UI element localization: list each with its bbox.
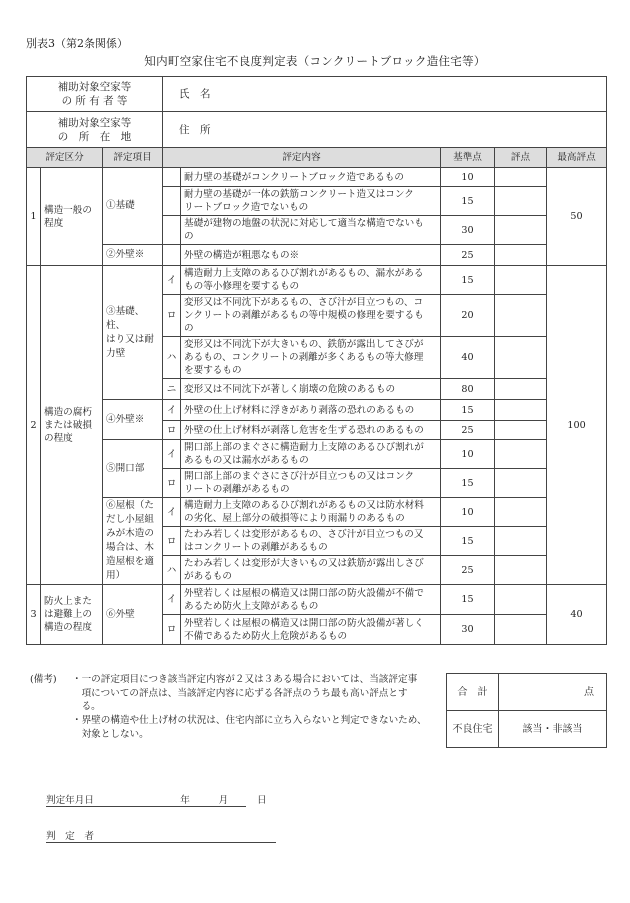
header-score: 評点 [495,148,547,168]
item-label: ⑥外壁 [103,585,163,645]
row-score-cell[interactable] [495,615,547,645]
row-score-cell[interactable] [495,216,547,245]
row-score-cell[interactable] [495,527,547,556]
row-score-cell[interactable] [495,498,547,527]
row-score-cell[interactable] [495,187,547,216]
row-base-points: 15 [441,266,495,295]
section-number: 3 [27,585,41,645]
row-content: 外壁の仕上げ材料に浮きがあり剥落の恐れのあるもの [181,400,441,421]
row-content: 外壁の仕上げ材料が剥落し危害を生ずる恐れのあるもの [181,421,441,440]
notes-label: (備考) [30,674,57,685]
row-mark: ハ [163,337,181,379]
row-content: 外壁の構造が粗悪なもの※ [181,245,441,266]
row-base-points: 20 [441,295,495,337]
row-base-points: 10 [441,168,495,187]
section-max-score: 50 [547,168,607,266]
row-content: 開口部上部のまぐさにさび汁が目立つもの又はコンク リートの剥離があるもの [181,469,441,498]
item-label: ①基礎 [103,168,163,245]
row-base-points: 15 [441,187,495,216]
item-label: ⑥屋根（た だし小屋組 みが木造の 場合は、木 造屋根を適 用） [103,498,163,585]
section-category: 防火上また は避難上の 構造の程度 [41,585,103,645]
header-content: 評定内容 [163,148,441,168]
section-number: 1 [27,168,41,266]
header-item: 評定項目 [103,148,163,168]
row-mark: ハ [163,556,181,585]
row-base-points: 10 [441,440,495,469]
row-score-cell[interactable] [495,440,547,469]
row-content: 耐力壁の基礎がコンクリートブロック造であるもの [181,168,441,187]
row-content: 変形又は不同沈下があるもの、さび汁が目立つもの、コ ンクリートの剥離があるもの等中規模の修理を要するも の [181,295,441,337]
defect-label: 不良住宅 [447,711,499,748]
row-base-points: 30 [441,216,495,245]
location-label: 補助対象空家等 の 所 在 地 [27,112,163,148]
row-base-points: 25 [441,421,495,440]
row-score-cell[interactable] [495,469,547,498]
row-base-points: 15 [441,527,495,556]
row-content: 構造耐力上支障のあるひび割れがあるもの、漏水がある もの等小修理を要するもの [181,266,441,295]
row-base-points: 80 [441,379,495,400]
row-base-points: 30 [441,615,495,645]
notes-item-2: ・界壁の構造や仕上げ材の状況は、住宅内部に立ち入らないと判定できないため、 対象としない。 [72,715,427,740]
row-score-cell[interactable] [495,245,547,266]
defect-value-field[interactable]: 該当・非該当 [499,711,607,748]
section-category: 構造一般の 程度 [41,168,103,266]
header-base-points: 基準点 [441,148,495,168]
row-score-cell[interactable] [495,556,547,585]
row-score-cell[interactable] [495,266,547,295]
row-score-cell[interactable] [495,400,547,421]
row-score-cell[interactable] [495,585,547,615]
summary-table [446,673,607,748]
row-mark: イ [163,498,181,527]
row-content: 構造耐力上支障のあるひび割れがあるもの又は防水材料 の劣化、屋上部分の破損等により雨漏りのあるもの [181,498,441,527]
row-content: 開口部上部のまぐさに構造耐力上支障のあるひび割れが あるもの又は漏水があるもの [181,440,441,469]
row-mark [163,216,181,245]
row-base-points: 25 [441,556,495,585]
row-score-cell[interactable] [495,421,547,440]
row-content: 変形又は不同沈下が著しく崩壊の危険のあるもの [181,379,441,400]
row-mark: ニ [163,379,181,400]
judgment-date-line[interactable]: 判定年月日 年 月 日 [46,792,246,807]
row-mark: イ [163,266,181,295]
total-label: 合 計 [447,674,499,711]
row-mark: イ [163,585,181,615]
row-score-cell[interactable] [495,337,547,379]
row-base-points: 15 [441,400,495,421]
row-base-points: 15 [441,585,495,615]
section-category: 構造の腐朽 または破損 の程度 [41,266,103,585]
row-mark: ロ [163,421,181,440]
item-label: ③基礎、柱、 はり又は耐 力壁 [103,266,163,400]
owner-name-field[interactable]: 氏 名 [163,77,607,112]
assessment-table [26,76,607,645]
section-number: 2 [27,266,41,585]
location-address-field[interactable]: 住 所 [163,112,607,148]
row-base-points: 15 [441,469,495,498]
row-base-points: 10 [441,498,495,527]
row-mark: ロ [163,615,181,645]
row-mark [163,168,181,187]
owner-label: 補助対象空家等 の 所 有 者 等 [27,77,163,112]
total-points-field[interactable]: 点 [499,674,607,711]
row-content: 基礎が建物の地盤の状況に対応して適当な構造でないも の [181,216,441,245]
row-mark: ロ [163,295,181,337]
row-content: 変形又は不同沈下が大きいもの、鉄筋が露出してさびが あるもの、コンクリートの剥離が多くあるもの等大修理 を要するもの [181,337,441,379]
section-max-score: 40 [547,585,607,645]
section-max-score: 100 [547,266,607,585]
header-max-score: 最高評点 [547,148,607,168]
item-label: ④外壁※ [103,400,163,440]
page-title: 知内町空家住宅不良度判定表（コンクリートブロック造住宅等） [144,54,486,68]
row-mark: ロ [163,469,181,498]
item-label: ②外壁※ [103,245,163,266]
row-content: 外壁若しくは屋根の構造又は開口部の防火設備が著しく 不備であるため防火上危険があるもの [181,615,441,645]
row-score-cell[interactable] [495,168,547,187]
row-mark: イ [163,440,181,469]
header-category: 評定区分 [27,148,103,168]
row-score-cell[interactable] [495,295,547,337]
notes-item-1: ・一の評定項目につき該当評定内容が２又は３ある場合においては、当該評定事 項についての評点は、当該評定内容に応ずる各評点のうち最も高い評点とす る。 [72,674,418,712]
row-score-cell[interactable] [495,379,547,400]
row-mark: ロ [163,527,181,556]
row-content: 耐力壁の基礎が一体の鉄筋コンクリート造又はコンク リートブロック造でないもの [181,187,441,216]
row-mark: イ [163,400,181,421]
row-content: たわみ若しくは変形があるもの、さび汁が目立つもの又 はコンクリートの剥離があるもの [181,527,441,556]
item-label: ⑤開口部 [103,440,163,498]
row-content: たわみ若しくは変形が大きいもの又は鉄筋が露出しさび があるもの [181,556,441,585]
row-mark [163,245,181,266]
reference-label: 別表3（第2条関係） [26,37,128,50]
row-base-points: 40 [441,337,495,379]
row-mark [163,187,181,216]
judge-signature-line[interactable]: 判 定 者 [46,828,276,843]
row-base-points: 25 [441,245,495,266]
row-content: 外壁若しくは屋根の構造又は開口部の防火設備が不備で あるため防火上支障があるもの [181,585,441,615]
